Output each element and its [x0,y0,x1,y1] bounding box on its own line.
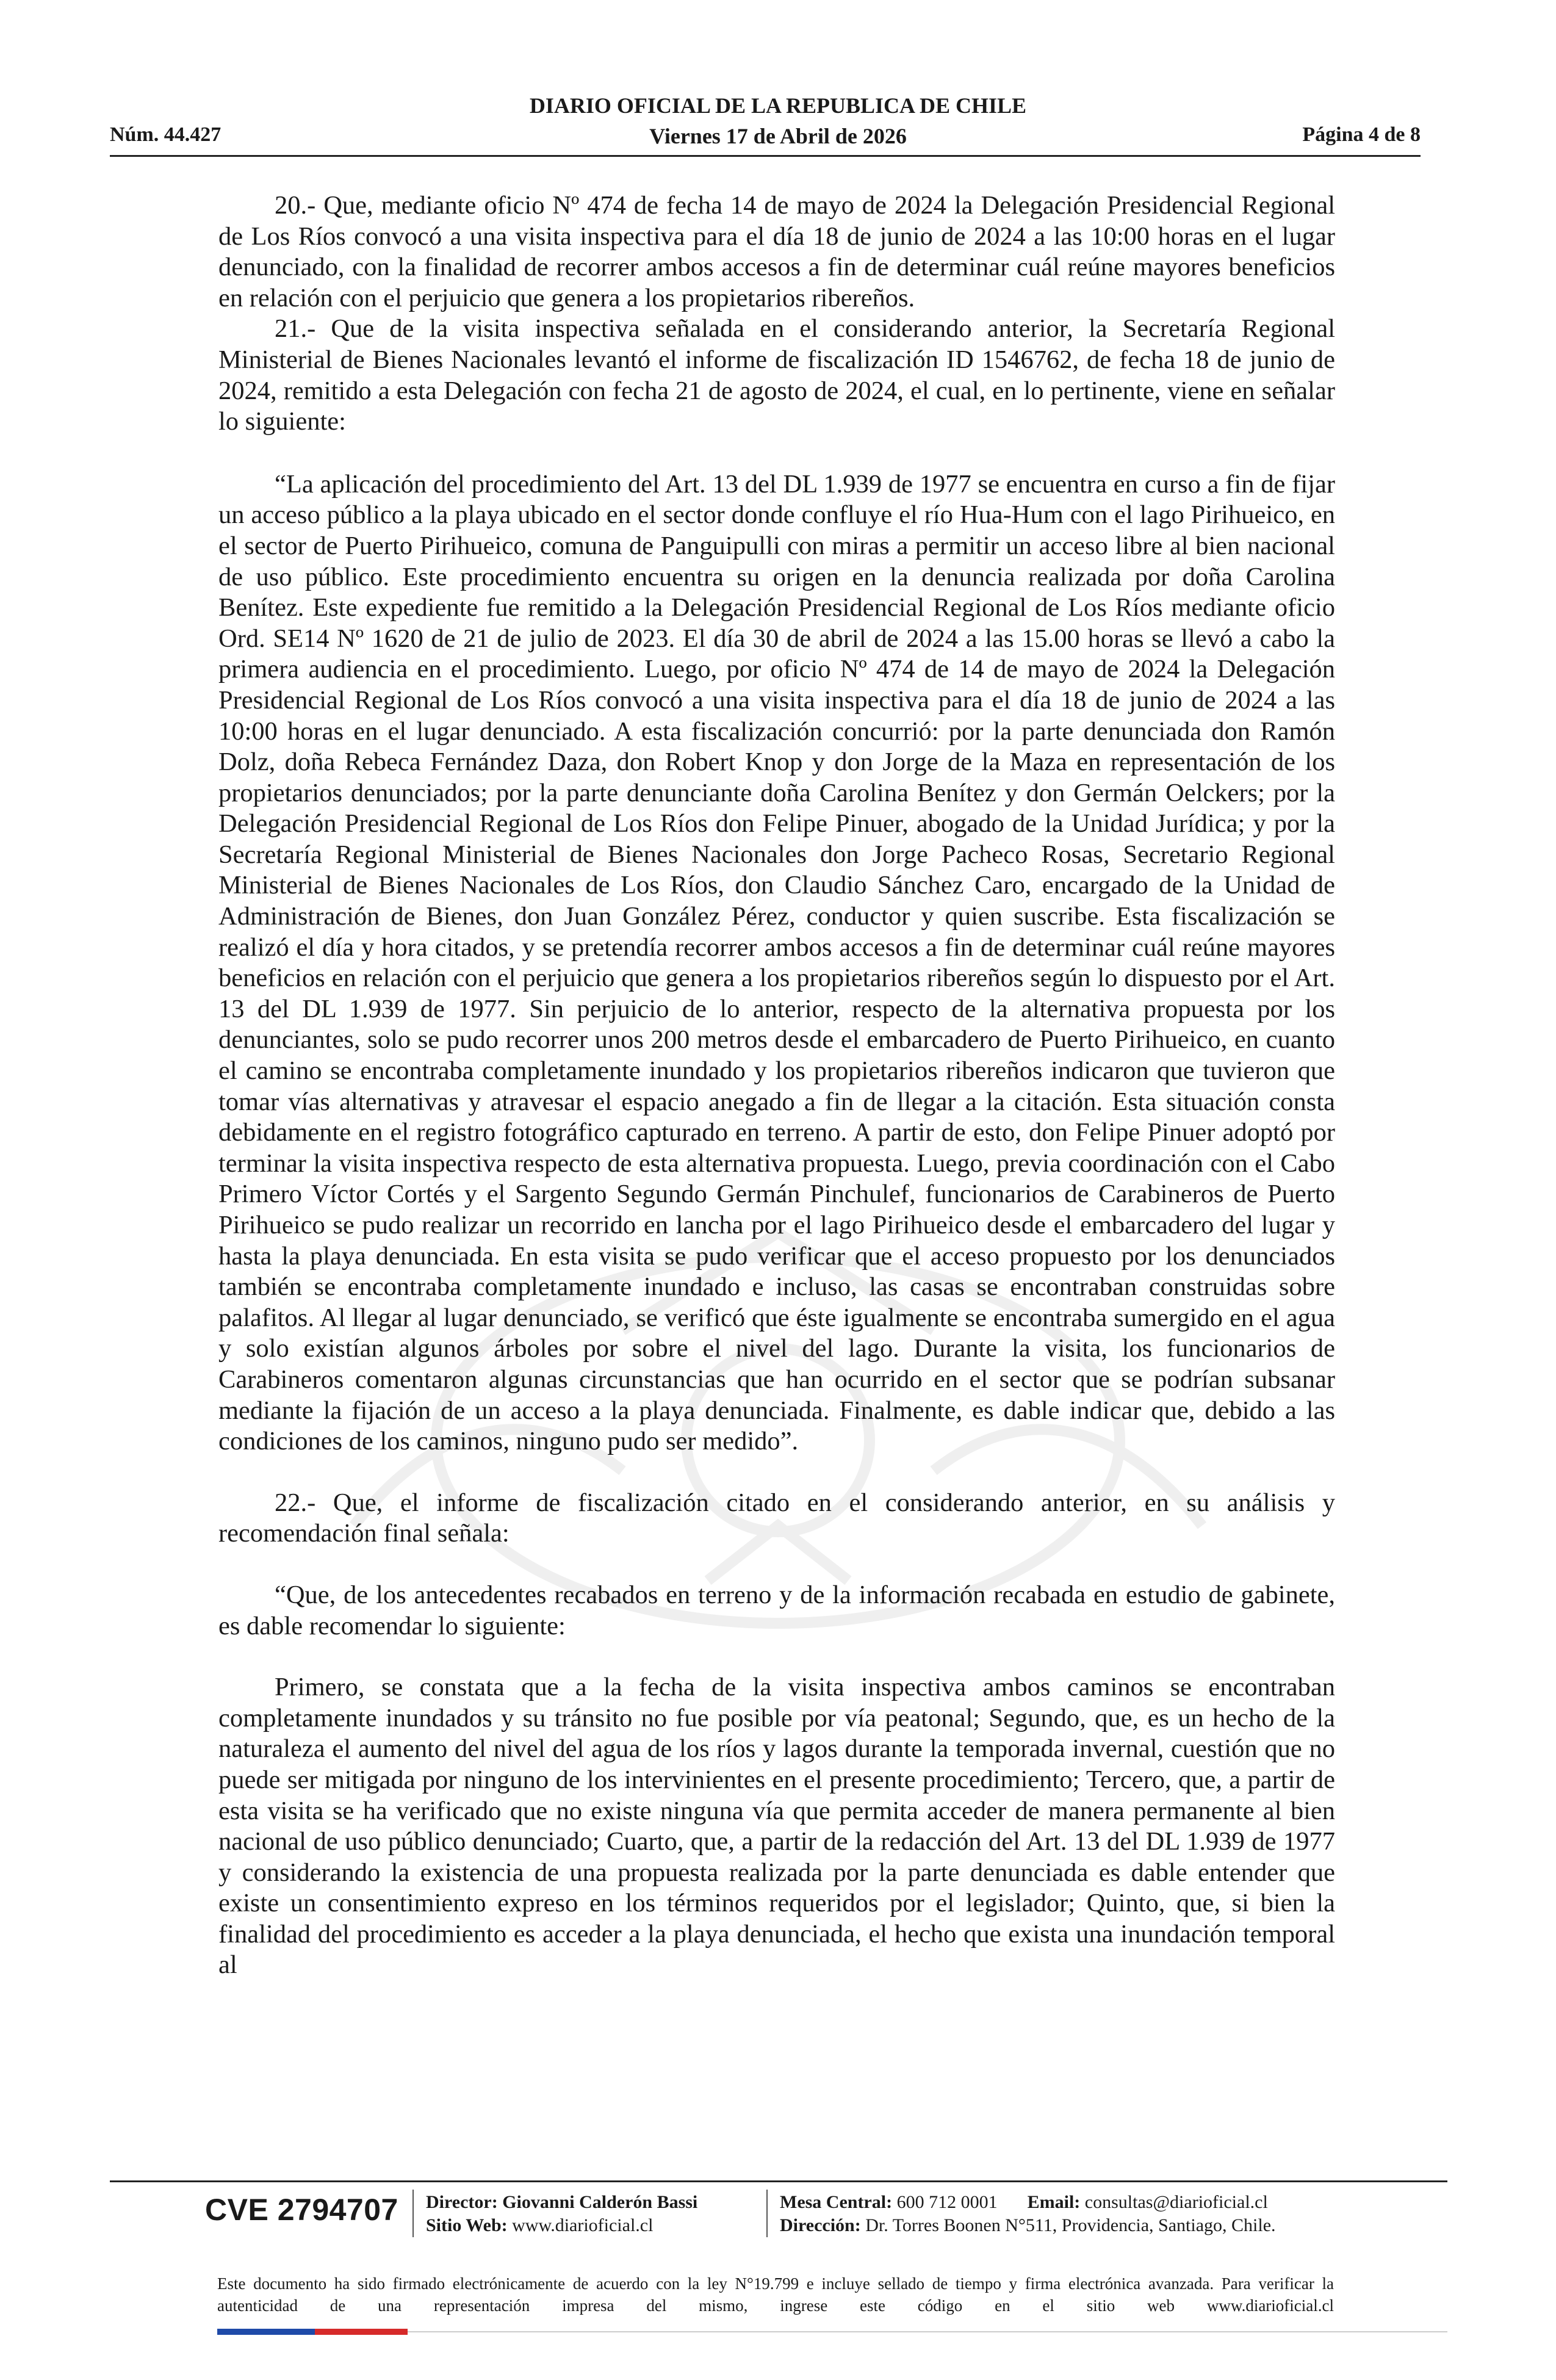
director-name: Giovanni Calderón Bassi [502,2192,698,2212]
mesa-phone: 600 712 0001 [896,2192,998,2212]
footer-divider [110,2180,1447,2182]
quoted-report-excerpt: “La aplicación del procedimiento del Art. 13 del DL 1.939 de 1977 se encuentra en curso a fin de fijar un acceso público a la playa ubicado en el sector donde confluye el río Hua-Hum con el lago Pirihueico, en el sector de Puerto Pirihueico, comuna de Panguipulli con miras a permitir un acceso libre al bien nacional de uso público. Este procedimiento encuentra su origen en la denuncia realizada por doña Carolina Benítez. Este expediente fue remitido a la Delegación Presidencial Regional de Los Ríos mediante oficio Ord. SE14 Nº 1620 de 21 de julio de 2023. El día 30 de abril de 2024 a las 15.00 horas se llevó a cabo la primera audiencia en el procedimiento. Luego, por oficio Nº 474 de 14 de mayo de 2024 la Delegación Presidencial Regional de Los Ríos convocó a una visita inspectiva para el día 18 de junio de 2024 a las 10:00 horas en el lugar denunciado. A esta fiscalización concurrió: por la parte denunciada don Ramón Dolz, doña Rebeca Fernández Daza, don Robert Knop y don Jorge de la Maza en representación de los propietarios denunciados; por la parte denunciante doña Carolina Benítez y don Germán Oelckers; por la Delegación Presidencial Regional de Los Ríos don Felipe Pinuer, abogado de la Unidad Jurídica; y por la Secretaría Regional Ministerial de Bienes Nacionales don Jorge Pacheco Rosas, Secretario Regional Ministerial de Bienes Nacionales de Los Ríos, don Claudio Sánchez Caro, encargado de la Unidad de Administración de Bienes, don Juan González Pérez, conductor y quien suscribe. Esta fiscalización se realizó el día y hora citados, y se pretendía recorrer ambos accesos a fin de determinar cuál reúne mayores beneficios en relación con el perjuicio que genera a los propietarios ribereños según lo dispuesto por el Art. 13 del DL 1.939 de 1977. Sin perjuicio de lo anterior, respecto de la alternativa propuesta por los denunciantes, solo se pudo recorrer unos 200 metros desde el embarcadero de Puerto Pirihueico, en cuanto el camino se encontraba completamente inundado y los propietarios ribereños indicaron que tuvieron que tomar vías alternativas y atravesar el espacio anegado a fin de llegar a la citación. Esta situación consta debidamente en el registro fotográfico capturado en terreno. A partir de esto, don Felipe Pinuer adoptó por terminar la visita inspectiva respecto de esta alternativa propuesta. Luego, previa coordinación con el Cabo Primero Víctor Cortés y el Sargento Segundo Germán Pinchulef, funcionarios de Carabineros de Puerto Pirihueico se pudo realizar un recorrido en lancha por el lago Pirihueico desde el embarcadero del lugar y hasta la playa denunciada. En esta visita se pudo verificar que el acceso propuesto por los denunciados también se encontraba completamente inundado e incluso, las casas se encontraban construidas sobre palafitos. Al llegar al lugar denunciado, se verificó que éste igualmente se encontraba sumergido en el agua y solo existían algunos árboles por sobre el nivel del lago. Durante la visita, los funcionarios de Carabineros comentaron algunas circunstancias que han ocurrido en el sector que se podrían subsanar mediante la fijación de un acceso a la playa denunciada. Finalmente, es dable indicar que, debido a las condiciones de los caminos, ninguno pudo ser medido”. [218,469,1335,1456]
cve-code: CVE 2794707 [205,2193,398,2227]
document-body [218,190,1335,1981]
email-link[interactable]: consultas@diarioficial.cl [1084,2192,1268,2212]
bottom-divider [408,2331,1447,2332]
mesa-label: Mesa Central: [780,2192,893,2212]
footer-separator [412,2190,414,2237]
issue-date: Viernes 17 de Abril de 2026 [649,124,907,148]
publication-title: DIARIO OFICIAL DE LA REPUBLICA DE CHILE [529,93,1027,118]
paragraph-20: 20.- Que, mediante oficio Nº 474 de fecha 14 de mayo de 2024 la Delegación Presidencial Regional de Los Ríos convocó a una visita inspectiva para el día 18 de junio de 2024 a las 10:00 horas en el lugar denunciado, con la finalidad de recorrer ambos accesos a fin de determinar cuál reúne mayores beneficios en relación con el perjuicio que genera a los propietarios ribereños. [218,191,1335,312]
flag-stripe-blue [217,2329,315,2335]
site-link[interactable]: www.diarioficial.cl [512,2215,654,2235]
page-indicator: Página 4 de 8 [1302,123,1421,146]
signature-disclaimer: Este documento ha sido firmado electrónicamente de acuerdo con la ley N°19.799 e incluye sellado de tiempo y firma electrónica avanzada. Para verificar la autenticidad de una representación impresa del mismo, ingrese este código en el sitio web www.diarioficial.cl [217,2274,1334,2315]
contact-info [780,2191,1276,2237]
address-text: Dr. Torres Boonen N°511, Providencia, Santiago, Chile. [865,2215,1276,2235]
site-label: Sitio Web: [426,2215,508,2235]
director-label: Director: [426,2192,498,2212]
issue-number: Núm. 44.427 [110,123,222,146]
director-info [426,2191,697,2237]
paragraph-21: 21.- Que de la visita inspectiva señalada en el considerando anterior, la Secretaría Regional Ministerial de Bienes Nacionales levantó el informe de fiscalización ID 1546762, de fecha 18 de junio de 2024, remitido a esta Delegación con fecha 21 de agosto de 2024, el cual, en lo pertinente, viene en señalar lo siguiente: [218,314,1335,436]
flag-stripe-red [315,2329,408,2335]
paragraph-22: 22.- Que, el informe de fiscalización citado en el considerando anterior, en su análisis y recomendación final señala: [218,1488,1335,1548]
header-divider [110,155,1421,157]
quoted-recommendation-list: Primero, se constata que a la fecha de la visita inspectiva ambos caminos se encontraban completamente inundados y su tránsito no fue posible por vía peatonal; Segundo, que, es un hecho de la naturaleza el aumento del nivel del agua de los ríos y lagos durante la temporada invernal, cuestión que no puede ser mitigada por ninguno de los intervinientes en el presente procedimiento; Tercero, que, a partir de esta visita se ha verificado que no existe ninguna vía que permita acceder de manera permanente al bien nacional de uso público denunciado; Cuarto, que, a partir de la redacción del Art. 13 del DL 1.939 de 1977 y considerando la existencia de una propuesta realizada por la parte denunciada es dable entender que existe un consentimiento expreso en los términos requeridos por el legislador; Quinto, que, si bien la finalidad del procedimiento es acceder a la playa denunciada, el hecho que exista una inundación temporal al [218,1673,1335,1980]
quoted-recommendation-intro: “Que, de los antecedentes recabados en terreno y de la información recabada en estudio de gabinete, es dable recomendar lo siguiente: [218,1580,1335,1640]
address-label: Dirección: [780,2215,861,2235]
email-label: Email: [1027,2192,1081,2212]
footer-separator [766,2190,768,2237]
